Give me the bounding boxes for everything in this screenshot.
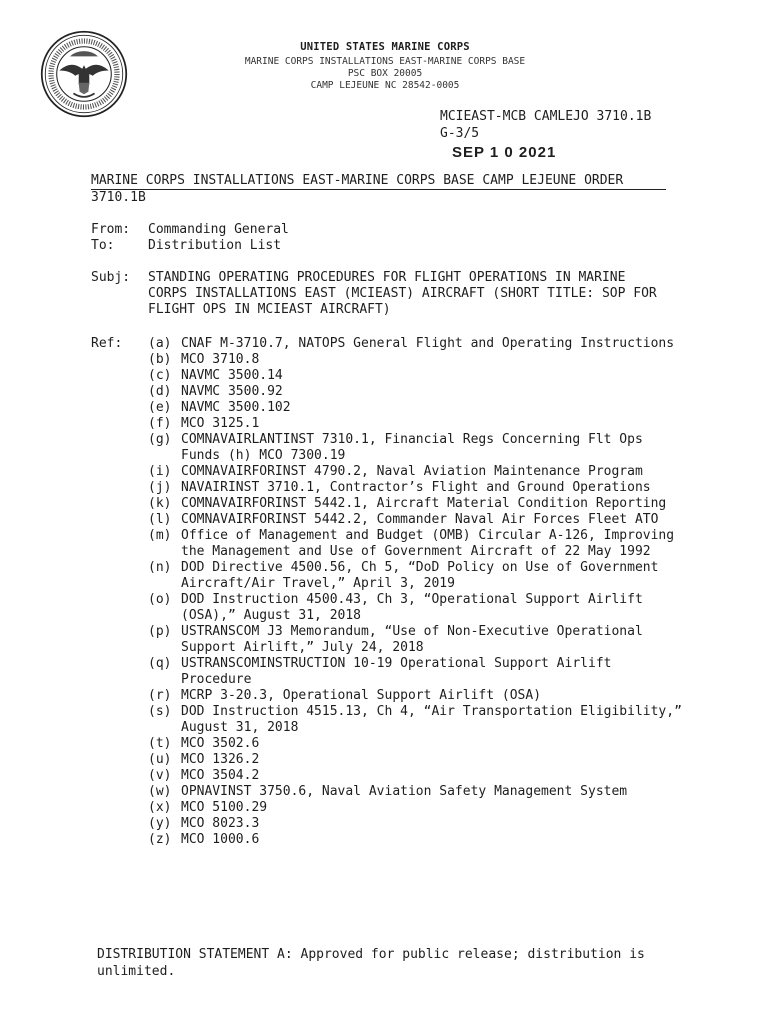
reference-letter: (v) xyxy=(148,768,172,783)
reference-item xyxy=(148,768,688,784)
subj-label: Subj: xyxy=(91,270,131,285)
ssic-line: MCIEAST-MCB CAMLEJO 3710.1B xyxy=(440,109,652,124)
reference-text: NAVAIRINST 3710.1, Contractor’s Flight and Ground Operations xyxy=(181,480,651,495)
date-stamp: SEP 1 0 2021 xyxy=(452,144,557,161)
reference-text: MCRP 3-20.3, Operational Support Airlift (OSA) xyxy=(181,688,542,703)
reference-item xyxy=(148,624,688,656)
reference-letter: (w) xyxy=(148,784,172,799)
reference-text: DOD Directive 4500.56, Ch 5, “DoD Policy on Use of Government Aircraft/Air Travel,” April 3, 2019 xyxy=(181,560,659,591)
distribution-statement: DISTRIBUTION STATEMENT A: Approved for public release; distribution is unlimited. xyxy=(97,947,645,979)
reference-item xyxy=(148,688,688,704)
reference-text: OPNAVINST 3750.6, Naval Aviation Safety Management System xyxy=(181,784,628,799)
reference-item xyxy=(148,832,688,848)
reference-text: MCO 3710.8 xyxy=(181,352,260,367)
order-title-text: MARINE CORPS INSTALLATIONS EAST-MARINE CORPS BASE CAMP LEJEUNE ORDER 3710.1B xyxy=(91,173,624,205)
reference-text: DOD Instruction 4500.43, Ch 3, “Operational Support Airlift (OSA),” August 31, 2018 xyxy=(181,592,643,623)
to-value: Distribution List xyxy=(148,238,282,253)
reference-letter: (y) xyxy=(148,816,172,831)
from-value: Commanding General xyxy=(148,222,289,237)
reference-item xyxy=(148,784,688,800)
reference-text: USTRANSCOM J3 Memorandum, “Use of Non-Executive Operational Support Airlift,” July 24, 2018 xyxy=(181,624,643,655)
reference-letter: (a) xyxy=(148,336,172,351)
reference-text: MCO 8023.3 xyxy=(181,816,260,831)
reference-letter: (e) xyxy=(148,400,172,415)
reference-text: NAVMC 3500.102 xyxy=(181,400,291,415)
reference-text: MCO 3502.6 xyxy=(181,736,260,751)
reference-text: MCO 3504.2 xyxy=(181,768,260,783)
reference-letter: (j) xyxy=(148,480,172,495)
reference-item xyxy=(148,336,688,352)
letterhead-command: MARINE CORPS INSTALLATIONS EAST-MARINE CORPS BASE xyxy=(244,56,526,67)
reference-item xyxy=(148,480,688,496)
reference-text: COMNAVAIRFORINST 5442.1, Aircraft Material Condition Reporting xyxy=(181,496,667,511)
reference-item xyxy=(148,512,688,528)
reference-text: NAVMC 3500.14 xyxy=(181,368,283,383)
from-label: From: xyxy=(91,222,131,237)
reference-item xyxy=(148,592,688,624)
letterhead-psc-box: PSC BOX 20005 xyxy=(347,68,423,79)
reference-letter: (n) xyxy=(148,560,172,575)
reference-item xyxy=(148,400,688,416)
reference-text: USTRANSCOMINSTRUCTION 10-19 Operational Support Airlift Procedure xyxy=(181,656,612,687)
reference-list xyxy=(148,336,688,848)
reference-item xyxy=(148,736,688,752)
reference-text: COMNAVAIRFORINST 5442.2, Commander Naval Air Forces Fleet ATO xyxy=(181,512,659,527)
letterhead-organization: UNITED STATES MARINE CORPS xyxy=(300,41,470,53)
reference-text: DOD Instruction 4515.13, Ch 4, “Air Transportation Eligibility,” August 31, 2018 xyxy=(181,704,682,735)
reference-letter: (l) xyxy=(148,512,172,527)
reference-letter: (x) xyxy=(148,800,172,815)
reference-letter: (t) xyxy=(148,736,172,751)
reference-text: MCO 1326.2 xyxy=(181,752,260,767)
reference-letter: (f) xyxy=(148,416,172,431)
reference-item xyxy=(148,368,688,384)
subj-text: STANDING OPERATING PROCEDURES FOR FLIGHT OPERATIONS IN MARINE CORPS INSTALLATIONS EAST (MCIEAST) AIRCRAFT (SHORT TITLE: SOP FOR FLIGHT OPS IN MCIEAST AIRCRAFT) xyxy=(148,270,657,317)
ref-label: Ref: xyxy=(91,336,123,351)
reference-letter: (q) xyxy=(148,656,172,671)
reference-item xyxy=(148,496,688,512)
reference-text: MCO 3125.1 xyxy=(181,416,260,431)
reference-text: NAVMC 3500.92 xyxy=(181,384,283,399)
order-title xyxy=(91,172,671,206)
reference-text: COMNAVAIRFORINST 4790.2, Naval Aviation Maintenance Program xyxy=(181,464,643,479)
reference-item xyxy=(148,416,688,432)
reference-item xyxy=(148,704,688,736)
reference-letter: (c) xyxy=(148,368,172,383)
reference-letter: (u) xyxy=(148,752,172,767)
ssic-block xyxy=(440,108,651,142)
reference-item xyxy=(148,752,688,768)
reference-letter: (i) xyxy=(148,464,172,479)
reference-letter: (m) xyxy=(148,528,172,543)
reference-item xyxy=(148,464,688,480)
reference-text: COMNAVAIRLANTINST 7310.1, Financial Regs Concerning Flt Ops Funds (h) MCO 7300.19 xyxy=(181,432,643,463)
reference-item xyxy=(148,384,688,400)
reference-item xyxy=(148,432,688,464)
title-underline xyxy=(91,189,666,190)
reference-item xyxy=(148,528,688,560)
reference-text: CNAF M-3710.7, NATOPS General Flight and Operating Instructions xyxy=(181,336,675,351)
reference-letter: (o) xyxy=(148,592,172,607)
reference-item xyxy=(148,352,688,368)
letterhead-city-zip: CAMP LEJEUNE NC 28542-0005 xyxy=(310,80,460,91)
reference-letter: (p) xyxy=(148,624,172,639)
office-code: G-3/5 xyxy=(440,126,480,141)
reference-text: MCO 5100.29 xyxy=(181,800,268,815)
reference-item xyxy=(148,800,688,816)
reference-letter: (g) xyxy=(148,432,172,447)
reference-letter: (b) xyxy=(148,352,172,367)
reference-text: MCO 1000.6 xyxy=(181,832,260,847)
reference-item xyxy=(148,816,688,832)
reference-item xyxy=(148,560,688,592)
reference-item xyxy=(148,656,688,688)
reference-letter: (s) xyxy=(148,704,172,719)
reference-letter: (r) xyxy=(148,688,172,703)
to-label: To: xyxy=(91,238,115,253)
reference-letter: (z) xyxy=(148,832,172,847)
reference-text: Office of Management and Budget (OMB) Circular A-126, Improving the Management and Use of Government Aircraft of 22 May 1992 xyxy=(181,528,675,559)
reference-letter: (k) xyxy=(148,496,172,511)
reference-letter: (d) xyxy=(148,384,172,399)
